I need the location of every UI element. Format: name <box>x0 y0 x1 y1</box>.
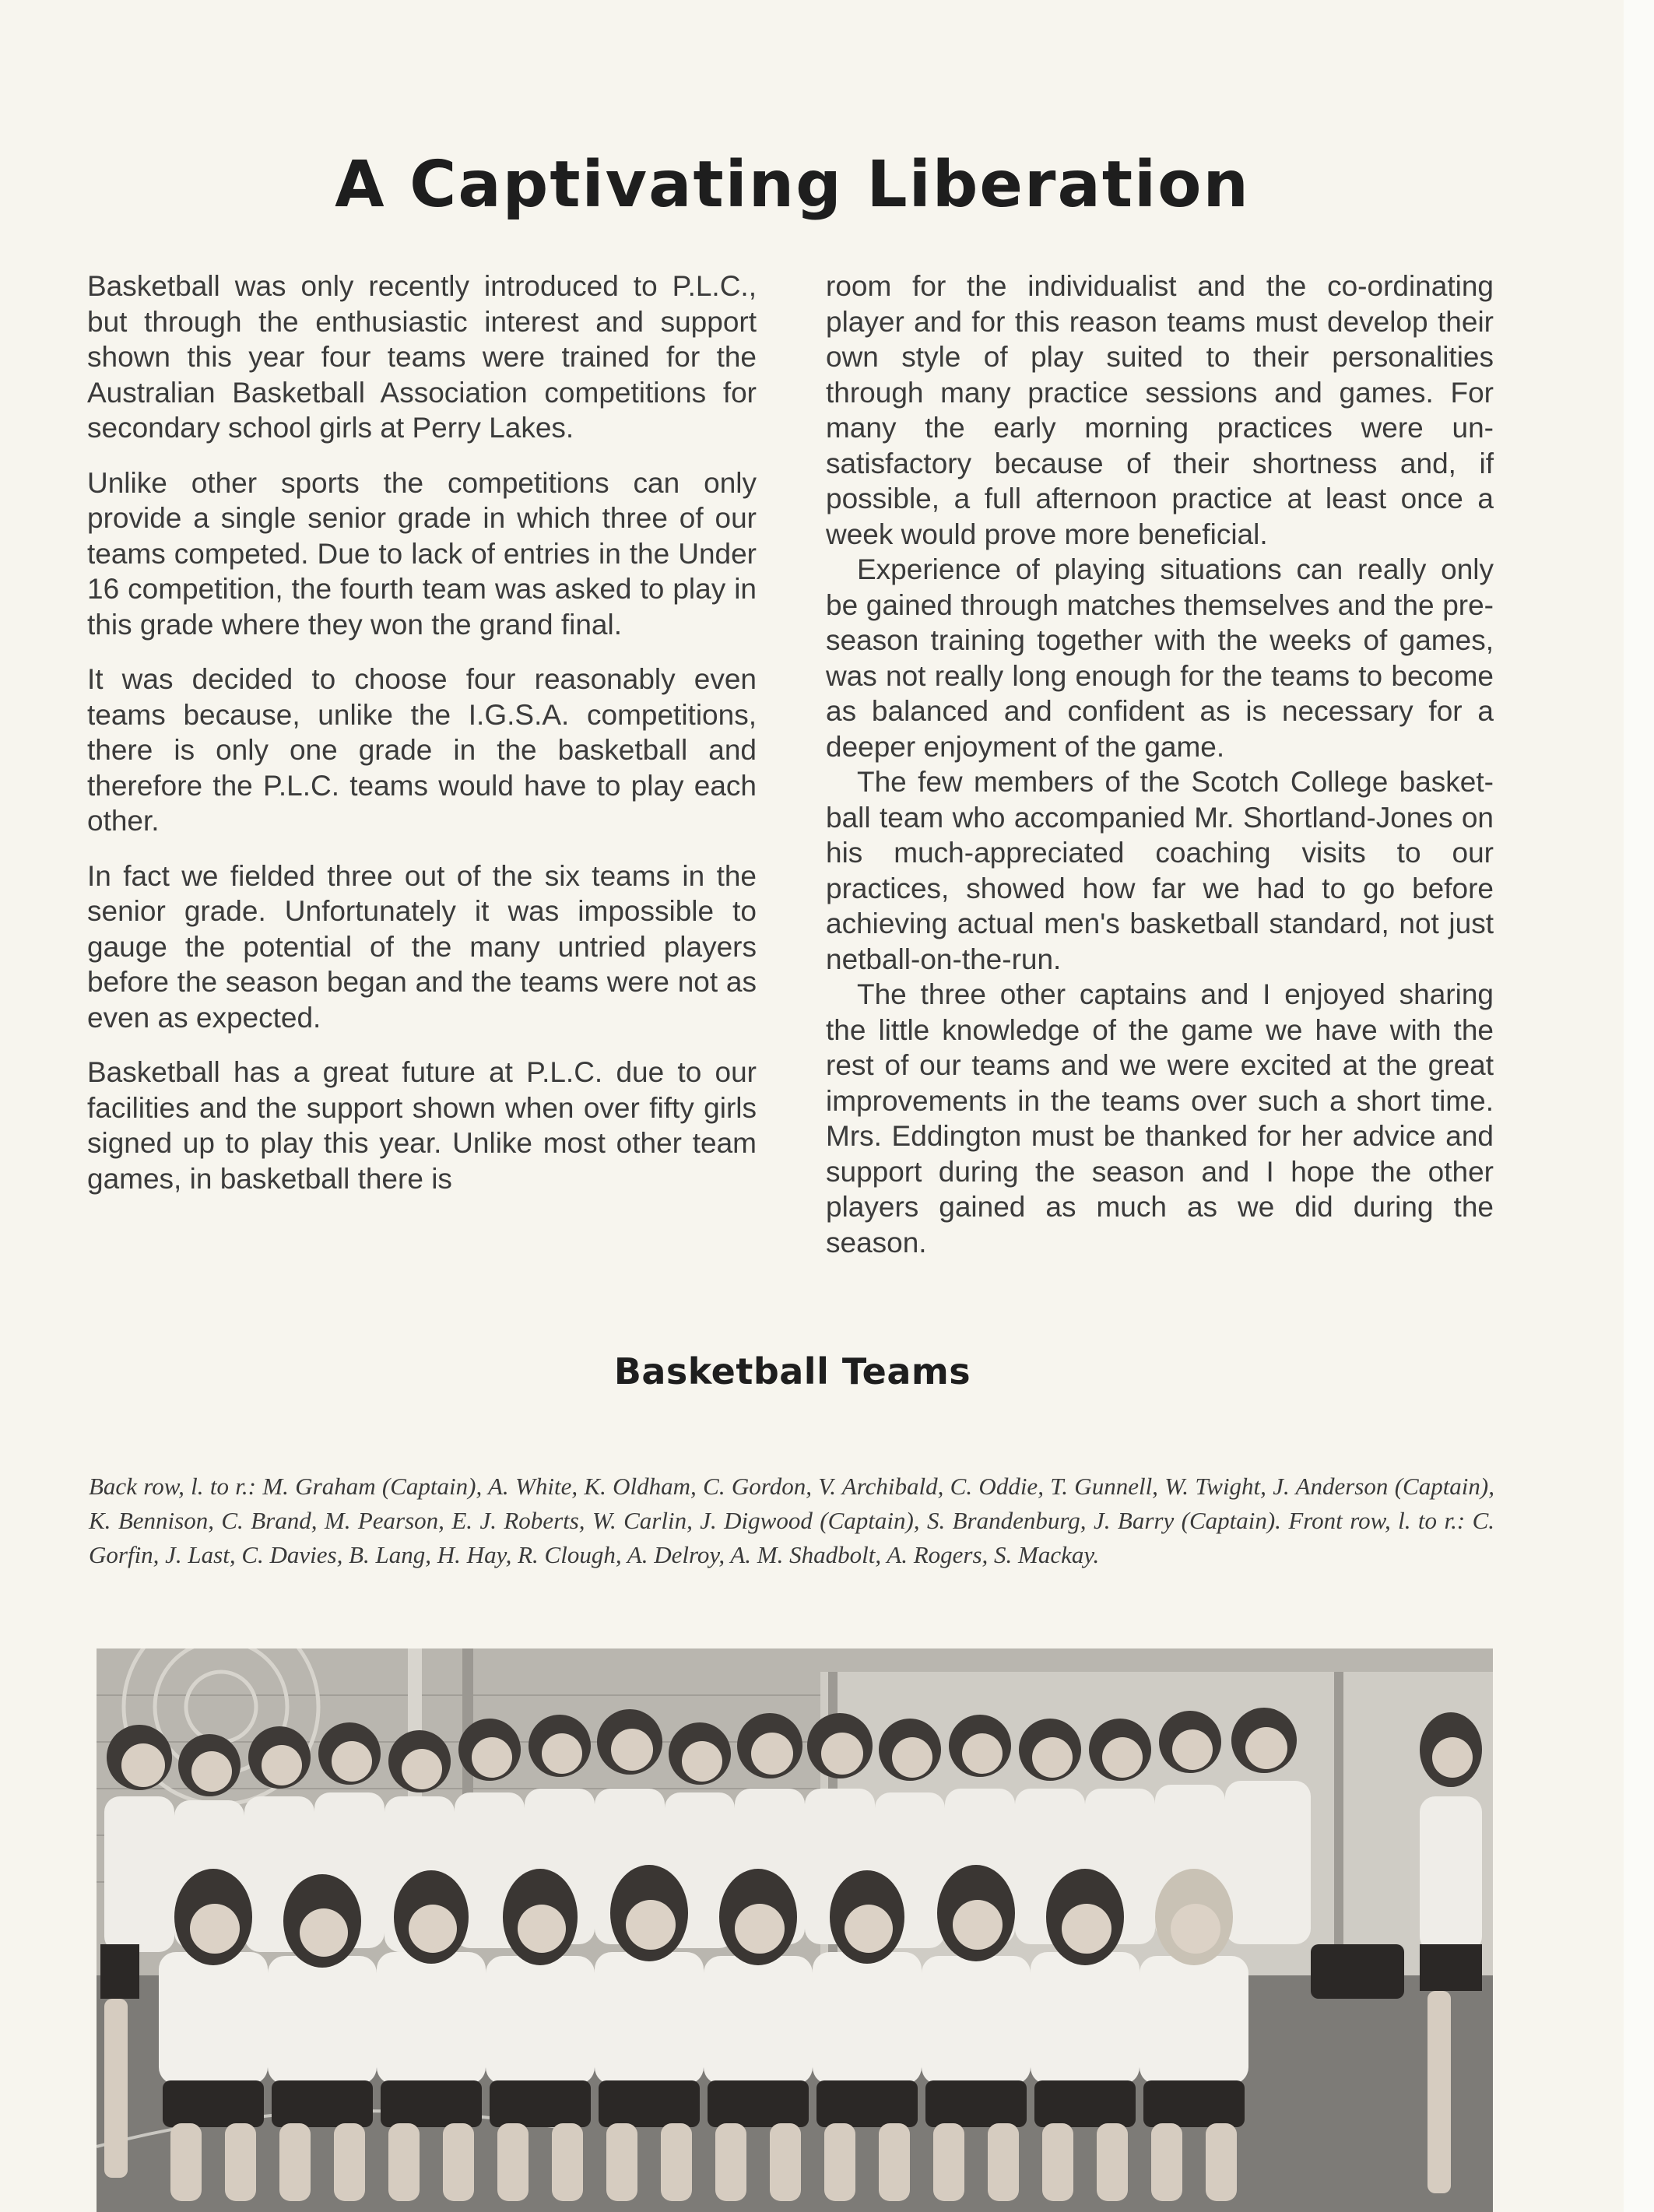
paragraph: Unlike other sports the competitions can only provide a single senior grade in which three of our teams competed. Due to lack of entries in the Under 16 competition, the fourth team was asked to play in this grade where they won the grand final. <box>87 466 757 641</box>
paragraph: room for the individualist and the co-ordinating player and for this reason teams must develop their own style of play suited to their personalities through many practice sessions and games. For many the early morning practices were unsatisfactory because of their shortness and, if possible, a full afternoon practice at least once a week would prove more beneficial. <box>826 270 1494 550</box>
paragraph: Experience of playing situations can really only be gained through matches themselves and the pre-season training together with the weeks of games, was not really long enough for the teams to become as balanced and confident as is necessary for a deeper enjoyment of the game. <box>826 553 1494 763</box>
right-column <box>826 269 1494 1260</box>
paragraph: It was decided to choose four reasonably even teams because, unlike the I.G.S.A. competitions, there is only one grade in the basketball and therefore the P.L.C. teams would have to play each other. <box>87 663 757 837</box>
left-column <box>87 269 757 1196</box>
paragraph: In fact we fielded three out of the six teams in the senior grade. Unfortunately it was impossible to gauge the potential of the many untried players before the season began and the teams were not as even as expected. <box>87 859 757 1034</box>
photo-caption: Back row, l. to r.: M. Graham (Captain), A. White, K. Oldham, C. Gordon, V. Archibald, C. Oddie, T. Gunnell, W. Twight, J. Anderson (Captain), K. Bennison, C. Brand, M. Pearson, E. J. Roberts, W. Carlin, J. Digwood (Captain), S. Brandenburg, J. Barry (Captain). Front row, l. to r.: C. Gorfin, J. Last, C. Davies, B. Lang, H. Hay, R. Clough, A. Delroy, A. M. Shadbolt, A. Rogers, S. Mackay. <box>89 1473 1494 1568</box>
paragraph: Basketball was only recently introduced to P.L.C., but through the enthusiastic interest and support shown this year four teams were trained for the Australian Basketball Association competitions for secondary school girls at Perry Lakes. <box>87 270 757 444</box>
photo-heading: Basketball Teams <box>613 1350 971 1392</box>
paragraph: The few members of the Scotch College basketball team who accompanied Mr. Shortland-Jones on his much-appreciated coaching visits to our practices, showed how far we had to go before achieving actual men's basketball standard, not just netball-on-the-run. <box>826 766 1494 975</box>
team-photo-illustration <box>97 1648 1493 2212</box>
paragraph: Basketball has a great future at P.L.C. due to our facilities and the support shown when over fifty girls signed up to play this year. Unlike most other team games, in basketball there is <box>87 1056 757 1195</box>
paragraph: The three other captains and I enjoyed sharing the little knowledge of the game we have with the rest of our teams and we were excited at the great improvements in the teams over such a short time. Mrs. Eddington must be thanked for her advice and support during the season and I hope the other players gained as much as we did during the season. <box>826 978 1494 1259</box>
team-photo <box>97 1648 1493 2212</box>
page-edge <box>1624 0 1654 2212</box>
article-title: A Captivating Liberation <box>335 148 1250 222</box>
